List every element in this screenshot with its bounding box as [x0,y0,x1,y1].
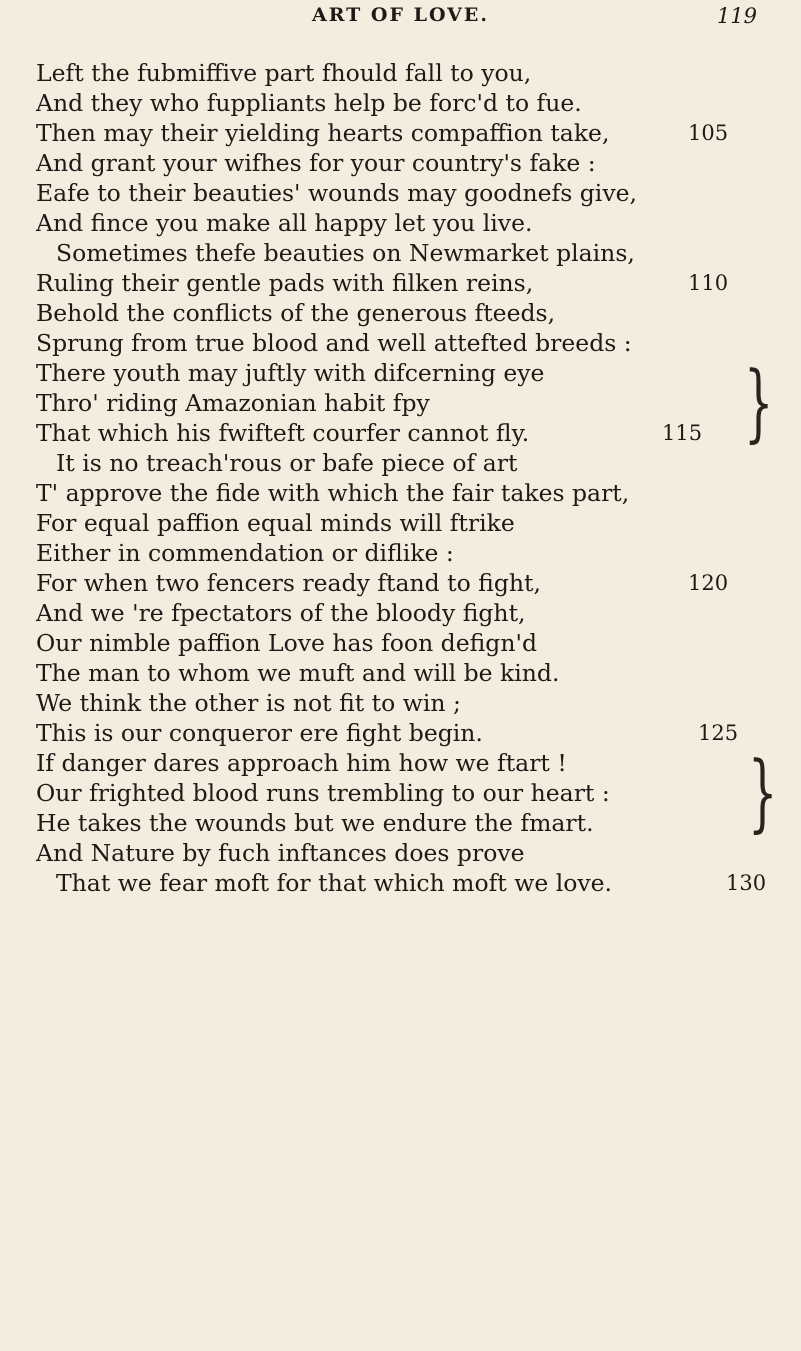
book-page: ART OF LOVE. 119 Left the fubmiffive part fhould fall to you, And they who fuppliants help be forc'd to fue. Then may their yielding hearts compaffion take, 105 And grant your wifhes for your country's fake : Eafe to their beauties' wounds may goodnefs give, And fince you make all happy let you live. Sometimes thefe beauties on Newmarket plains, Ruling their gentle pads with filken reins, 110 Behold the conflicts of the generous fteeds, Sprung from true blood and well attefted breeds : There youth may juftly with difcerning eye Thro' riding Amazonian habit fpy That which his fwifteft courfer cannot fly. 115 It is no treach'rous or bafe piece of art T' approve the fide with which the fair takes part, For equal paffion equal minds will ftrike Either in commendation or diflike : For when two fencers ready ftand to fight, 120 And we 're fpectators of the bloody fight, Our nimble paffion Love has foon defign'd The man to whom we muft and will be kind. We think the other is not fit to win ; This is our conqueror ere fight begin. 125 If danger dares approach him how we ftart ! Our frighted blood runs trembling to our heart : He takes the wounds but we endure the fmart. And Nature by fuch inftances does prove That we fear moft for that which moft we love. 130 } } [0,0,801,1351]
page-number: 119 [716,4,757,28]
triplet-brace: } [744,353,774,451]
triplet-brace: } [748,743,778,841]
page-header [0,4,801,30]
running-title: ART OF LOVE. [311,4,490,26]
